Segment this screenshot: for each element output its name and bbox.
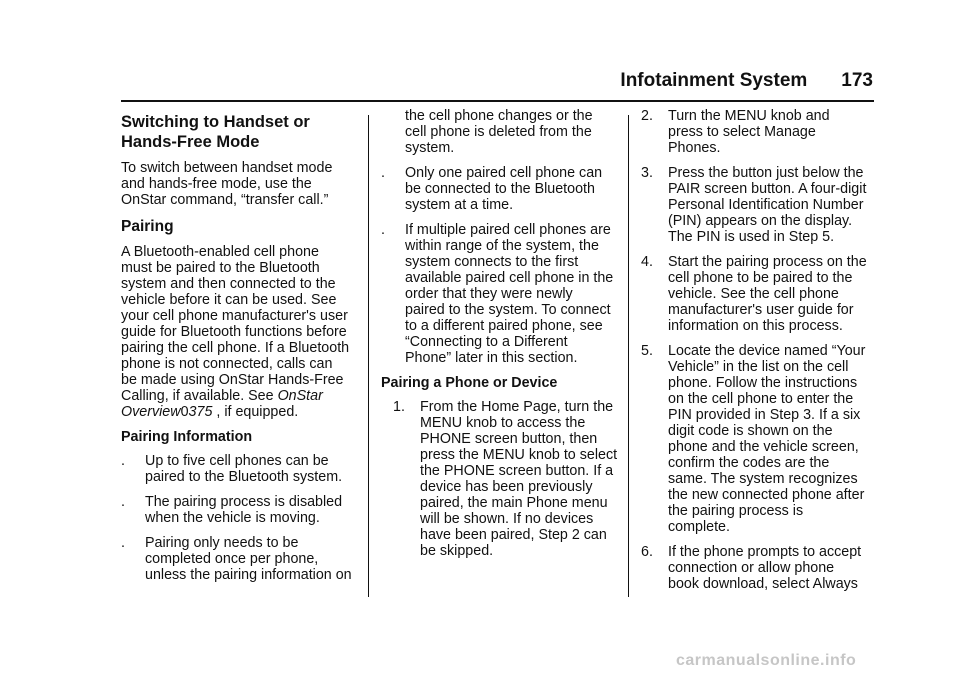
paragraph-pairing: A Bluetooth-enabled cell phone must be paired to the Bluetooth system and then connected to the vehicle before it can be used. See your cell phone manufacturer's user guide for Bluetooth functions before pairing the cell phone. If a Bluetooth phone is not connected, calls can be made using OnStar Hands-Free Calling, if available. See OnStar Overview0375 , if equipped. xyxy=(121,244,350,420)
xref-onstar-title[interactable]: OnStar xyxy=(277,388,323,404)
list-item: 4. Start the pairing process on the cell phone to be paired to the vehicle. See the cell phone manufacturer's user guide for information on this process. xyxy=(641,254,867,334)
xref-overview-title[interactable]: Overview xyxy=(121,404,181,420)
bullet-mark: . xyxy=(381,165,385,181)
page-ref-arrow: 0 xyxy=(180,404,189,420)
list-item: 6. If the phone prompts to accept connection or allow phone book download, select Always xyxy=(641,544,862,592)
list-item: . Up to five cell phones can be paired to the Bluetooth system. xyxy=(121,453,343,485)
subheading-pairing-information: Pairing Information xyxy=(121,429,253,445)
column-divider-2 xyxy=(628,115,629,597)
page-header xyxy=(121,70,873,100)
list-item: . Pairing only needs to be completed once per phone, unless the pairing information on xyxy=(121,535,352,583)
bullet-continuation: the cell phone changes or the cell phone is deleted from the system. xyxy=(405,108,593,156)
list-item: 1. From the Home Page, turn the MENU knob to access the PHONE screen button, then press the MENU knob to select the PHONE screen button. If a device has been previously paired, the main Phone menu will be shown. If no devices have been paired, Step 2 can be skipped. xyxy=(393,399,618,559)
step-number: 2. xyxy=(641,108,653,124)
list-item: . The pairing process is disabled when the vehicle is moving. xyxy=(121,494,343,526)
list-item: . If multiple paired cell phones are within range of the system, the system connects to the first available paired cell phone in the order that they were newly paired to the system. To connect to a different paired phone, see “Connecting to a Different Phone” later in this section. xyxy=(381,222,614,366)
step-number: 5. xyxy=(641,343,653,359)
column-3 xyxy=(641,108,881,601)
bullet-mark: . xyxy=(381,222,385,238)
bullet-mark: . xyxy=(121,494,125,510)
watermark: carmanualsonline.info xyxy=(676,652,857,669)
paragraph-switch-mode: To switch between handset mode and hands-free mode, use the OnStar command, “transfer call.” xyxy=(121,160,333,208)
list-item: 3. Press the button just below the PAIR screen button. A four-digit Personal Identification Number (PIN) appears on the display. The PIN is used in Step 5. xyxy=(641,165,867,245)
bullet-mark: . xyxy=(121,535,125,551)
subheading-pairing-a-phone: Pairing a Phone or Device xyxy=(381,375,558,391)
page-number: 173 xyxy=(841,70,873,91)
section-title: Infotainment System xyxy=(620,70,808,91)
column-divider-1 xyxy=(368,115,369,597)
xref-page-number[interactable]: 375 xyxy=(188,404,213,420)
step-number: 4. xyxy=(641,254,653,270)
list-item: . Only one paired cell phone can be connected to the Bluetooth system at a time. xyxy=(381,165,603,213)
step-number: 6. xyxy=(641,544,653,560)
bullet-mark: . xyxy=(121,453,125,469)
list-item: 5. Locate the device named “Your Vehicle” in the list on the cell phone. Follow the instructions on the cell phone to enter the PIN provided in Step 3. If a six digit code is shown on the phone and the vehicle screen, confirm the codes are the same. The system recognizes the new connected phone after the pairing process is complete. xyxy=(641,343,866,535)
step-number: 1. xyxy=(393,399,405,415)
header-rule xyxy=(121,100,874,102)
heading-pairing: Pairing xyxy=(121,218,174,235)
column-2 xyxy=(381,108,621,568)
list-item: 2. Turn the MENU knob and press to select Manage Phones. xyxy=(641,108,830,156)
step-number: 3. xyxy=(641,165,653,181)
heading-switching-mode: Switching to Handset or Hands-Free Mode xyxy=(121,113,310,151)
column-1 xyxy=(121,108,361,592)
